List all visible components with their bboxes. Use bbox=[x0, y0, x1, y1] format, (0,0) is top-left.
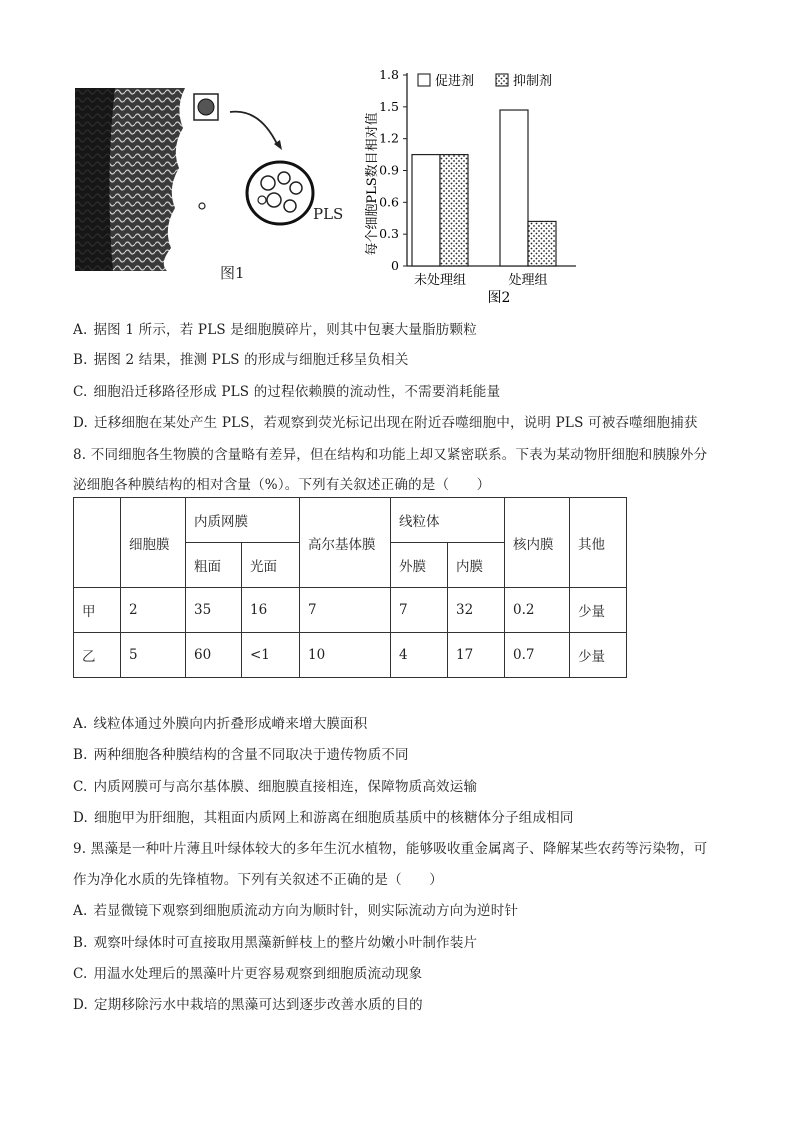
table-row: 乙 5 60 <1 10 4 17 0.7 少量 bbox=[74, 633, 627, 678]
q7-option-d: D. 迁移细胞在某处产生 PLS，若观察到荧光标记出现在附近吞噬细胞中，说明 PLS 可被吞噬细胞捕获 bbox=[73, 415, 698, 431]
legend-label: 抑制剂 bbox=[513, 74, 553, 89]
y-tick-label: 0.6 bbox=[379, 194, 399, 210]
pls-vesicle bbox=[247, 162, 313, 224]
bar-inhibitor bbox=[440, 155, 468, 266]
fig1-inset-diagram bbox=[190, 88, 325, 258]
th-er-smooth: 光面 bbox=[242, 543, 300, 588]
bar-promoter bbox=[412, 155, 440, 266]
q8-option-b: B. 两种细胞各种膜结构的含量不同取决于遗传物质不同 bbox=[73, 747, 409, 763]
q8-option-c: C. 内质网膜可与高尔基体膜、细胞膜直接相连，保障物质高效运输 bbox=[73, 779, 478, 795]
x-tick-label: 未处理组 bbox=[413, 273, 467, 288]
th-cell-membrane: 细胞膜 bbox=[121, 498, 186, 588]
th-mito: 线粒体 bbox=[391, 498, 505, 543]
q7-option-b: B. 据图 2 结果，推测 PLS 的形成与细胞迁移呈负相关 bbox=[73, 352, 409, 368]
pls-label: PLS bbox=[313, 205, 344, 223]
y-tick-label: 0.3 bbox=[379, 226, 399, 242]
legend-swatch bbox=[418, 74, 430, 86]
y-tick-label: 1.5 bbox=[379, 98, 399, 114]
th-er: 内质网膜 bbox=[186, 498, 300, 543]
fig1-caption: 图1 bbox=[220, 264, 245, 282]
y-tick-label: 0.9 bbox=[379, 162, 399, 178]
legend-swatch bbox=[496, 74, 508, 86]
y-tick-label: 1.8 bbox=[379, 67, 399, 82]
bar-inhibitor bbox=[528, 221, 556, 266]
q8-stem-line2: 泌细胞各种膜结构的相对含量（%）。下列有关叙述正确的是（ ） bbox=[73, 477, 491, 493]
th-nuclear: 核内膜 bbox=[505, 498, 570, 588]
th-other: 其他 bbox=[570, 498, 627, 588]
th-mito-outer: 外膜 bbox=[391, 543, 448, 588]
q8-stem-line1: 8. 不同细胞各生物膜的含量略有差异，但在结构和功能上却又紧密联系。下表为某动物肝细胞和胰腺外分 bbox=[73, 447, 708, 463]
q9-option-d: D. 定期移除污水中栽培的黑藻可达到逐步改善水质的目的 bbox=[73, 997, 423, 1013]
micrograph-image bbox=[75, 88, 193, 271]
y-tick-label: 0 bbox=[391, 258, 399, 273]
th-er-rough: 粗面 bbox=[186, 543, 242, 588]
q9-option-b: B. 观察叶绿体时可直接取用黑藻新鲜枝上的整片幼嫩小叶制作装片 bbox=[73, 935, 478, 951]
q9-stem-line1: 9. 黑藻是一种叶片薄且叶绿体较大的多年生沉水植物，能够吸收重金属离子、降解某些农药等污染物，可 bbox=[73, 841, 708, 857]
x-tick-label: 处理组 bbox=[508, 273, 548, 288]
q8-option-a: A. 线粒体通过外膜向内折叠形成嵴来增大膜面积 bbox=[73, 716, 368, 732]
membrane-table bbox=[73, 497, 627, 678]
bar-promoter bbox=[500, 110, 528, 266]
y-axis-label: 每个细胞PLS数目相对值 bbox=[365, 112, 380, 256]
table-row: 甲 2 35 16 7 7 32 0.2 少量 bbox=[74, 588, 627, 633]
fig2-caption: 图2 bbox=[487, 290, 511, 306]
th-golgi: 高尔基体膜 bbox=[300, 498, 391, 588]
th-mito-inner: 内膜 bbox=[448, 543, 505, 588]
q8-option-d: D. 细胞甲为肝细胞，其粗面内质网上和游离在细胞质基质中的核糖体分子组成相同 bbox=[73, 810, 574, 826]
q9-option-c: C. 用温水处理后的黑藻叶片更容易观察到细胞质流动现象 bbox=[73, 966, 423, 982]
fig2-bar-chart bbox=[350, 62, 590, 312]
q9-stem-line2: 作为净化水质的先锋植物。下列有关叙述不正确的是（ ） bbox=[73, 872, 443, 888]
legend-label: 促进剂 bbox=[435, 74, 475, 89]
q7-option-a: A. 据图 1 所示，若 PLS 是细胞膜碎片，则其中包裹大量脂肪颗粒 bbox=[73, 322, 477, 338]
arrow-icon bbox=[230, 112, 278, 146]
y-tick-label: 1.2 bbox=[379, 130, 399, 146]
q9-option-a: A. 若显微镜下观察到细胞质流动方向为顺时针，则实际流动方向为逆时针 bbox=[73, 903, 519, 919]
q7-option-c: C. 细胞沿迁移路径形成 PLS 的过程依赖膜的流动性，不需要消耗能量 bbox=[73, 384, 501, 400]
